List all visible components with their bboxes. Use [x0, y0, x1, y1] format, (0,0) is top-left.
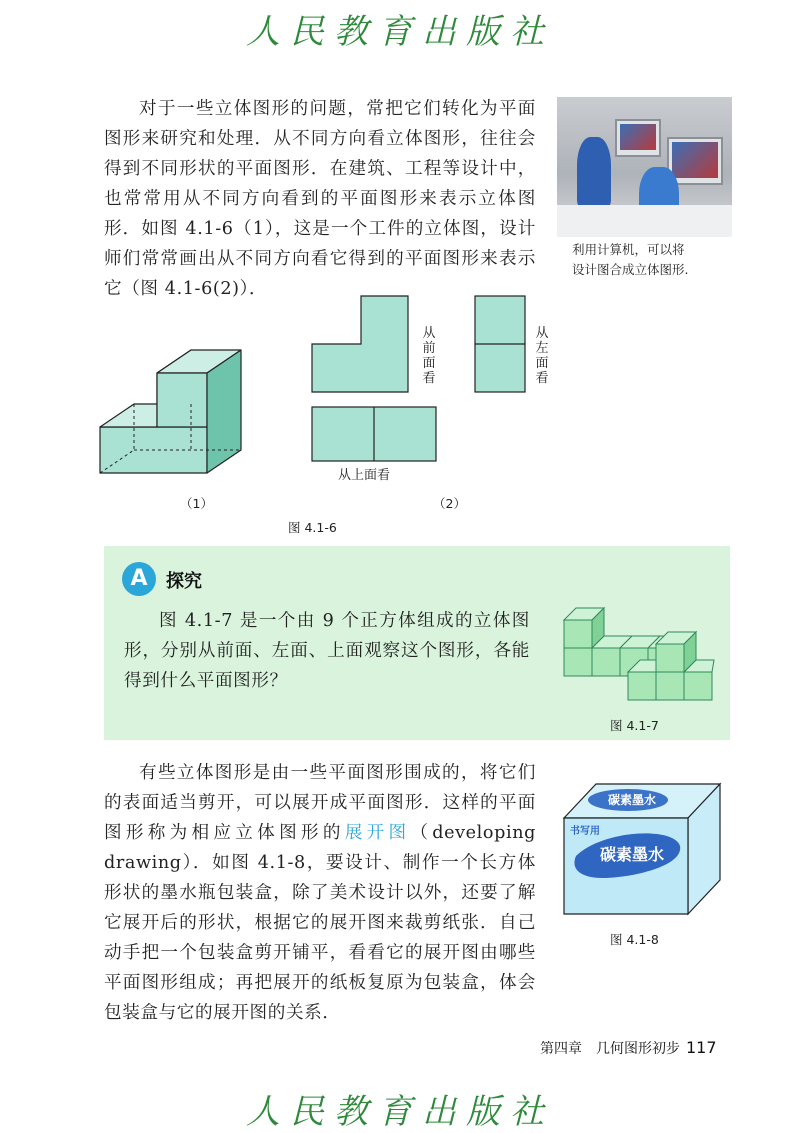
term-unfolding-drawing: 展开图: [344, 823, 411, 843]
explore-paragraph: 图 4.1-7 是一个由 9 个正方体组成的立体图形，分别从前面、左面、上面观察这个图形，各能得到什么平面图形？: [124, 611, 530, 691]
unfolding-paragraph: [104, 758, 536, 1028]
l-shaped-solid-drawing: [100, 350, 250, 475]
explore-icon: A: [122, 562, 156, 596]
label-left-view: 从左面看: [535, 326, 549, 386]
front-view-shape: [311, 295, 409, 393]
chapter-title: 第四章 几何图形初步: [540, 1041, 680, 1057]
page-footer: [540, 1038, 717, 1058]
page-number: 117: [686, 1038, 717, 1057]
nine-cubes-drawing: [562, 600, 717, 710]
figure-sub-label-1: （1）: [180, 496, 213, 511]
figure-4-1-8-caption: 图 4.1-8: [610, 932, 659, 947]
publisher-brand-bottom: 人民教育出版社: [246, 1092, 554, 1132]
box-top-label: 碳素墨水: [608, 793, 657, 807]
intro-paragraph: 对于一些立体图形的问题，常把它们转化为平面图形来研究和处理．从不同方向看立体图形，往往会得到不同形状的平面图形．在建筑、工程等设计中，也常常用从不同方向看到的平面图形来表示立体图形．如图 4.1-6（1），这是一个工件的立体图，设计师们常常画出从不同方向看它得到的平面图形来表示它（图 4.1-6(2)）．: [104, 99, 536, 299]
top-view-shape: [311, 406, 437, 462]
figure-sub-label-2: （2）: [433, 496, 466, 511]
box-corner-label: 书写用: [570, 826, 600, 837]
unfolding-paragraph-part1: 有些立体图形是由一些平面图形围成的，将它们的表面适当剪开，可以展开成平面图形．这样的平面图形称为相应立体图形的: [104, 763, 536, 843]
unfolding-paragraph-part2: （developing drawing）．如图 4.1-8，要设计、制作一个长方体形状的墨水瓶包装盒，除了美术设计以外，还要了解它展开后的形状，根据它的展开图来裁剪纸张．自己动手把一个包装盒剪开铺平，看看它的展开图由哪些平面图形组成；再把展开的纸板复原为包装盒，体会包装盒与它的展开图的关系．: [104, 823, 536, 1023]
figure-4-1-7-caption: 图 4.1-7: [610, 718, 659, 733]
label-front-view: 从前面看: [422, 326, 436, 386]
photo-caption-line2: 设计图合成立体图形.: [572, 262, 689, 277]
photo-caption-line1: 利用计算机，可以将: [572, 242, 685, 257]
computer-design-photo: [557, 97, 732, 237]
explore-title: 探究: [166, 571, 202, 592]
publisher-brand-top: 人民教育出版社: [246, 12, 554, 52]
box-front-label: 碳素墨水: [600, 845, 665, 864]
label-top-view: 从上面看: [338, 468, 391, 483]
left-view-shape: [474, 295, 526, 393]
figure-4-1-6-caption: 图 4.1-6: [288, 520, 337, 535]
